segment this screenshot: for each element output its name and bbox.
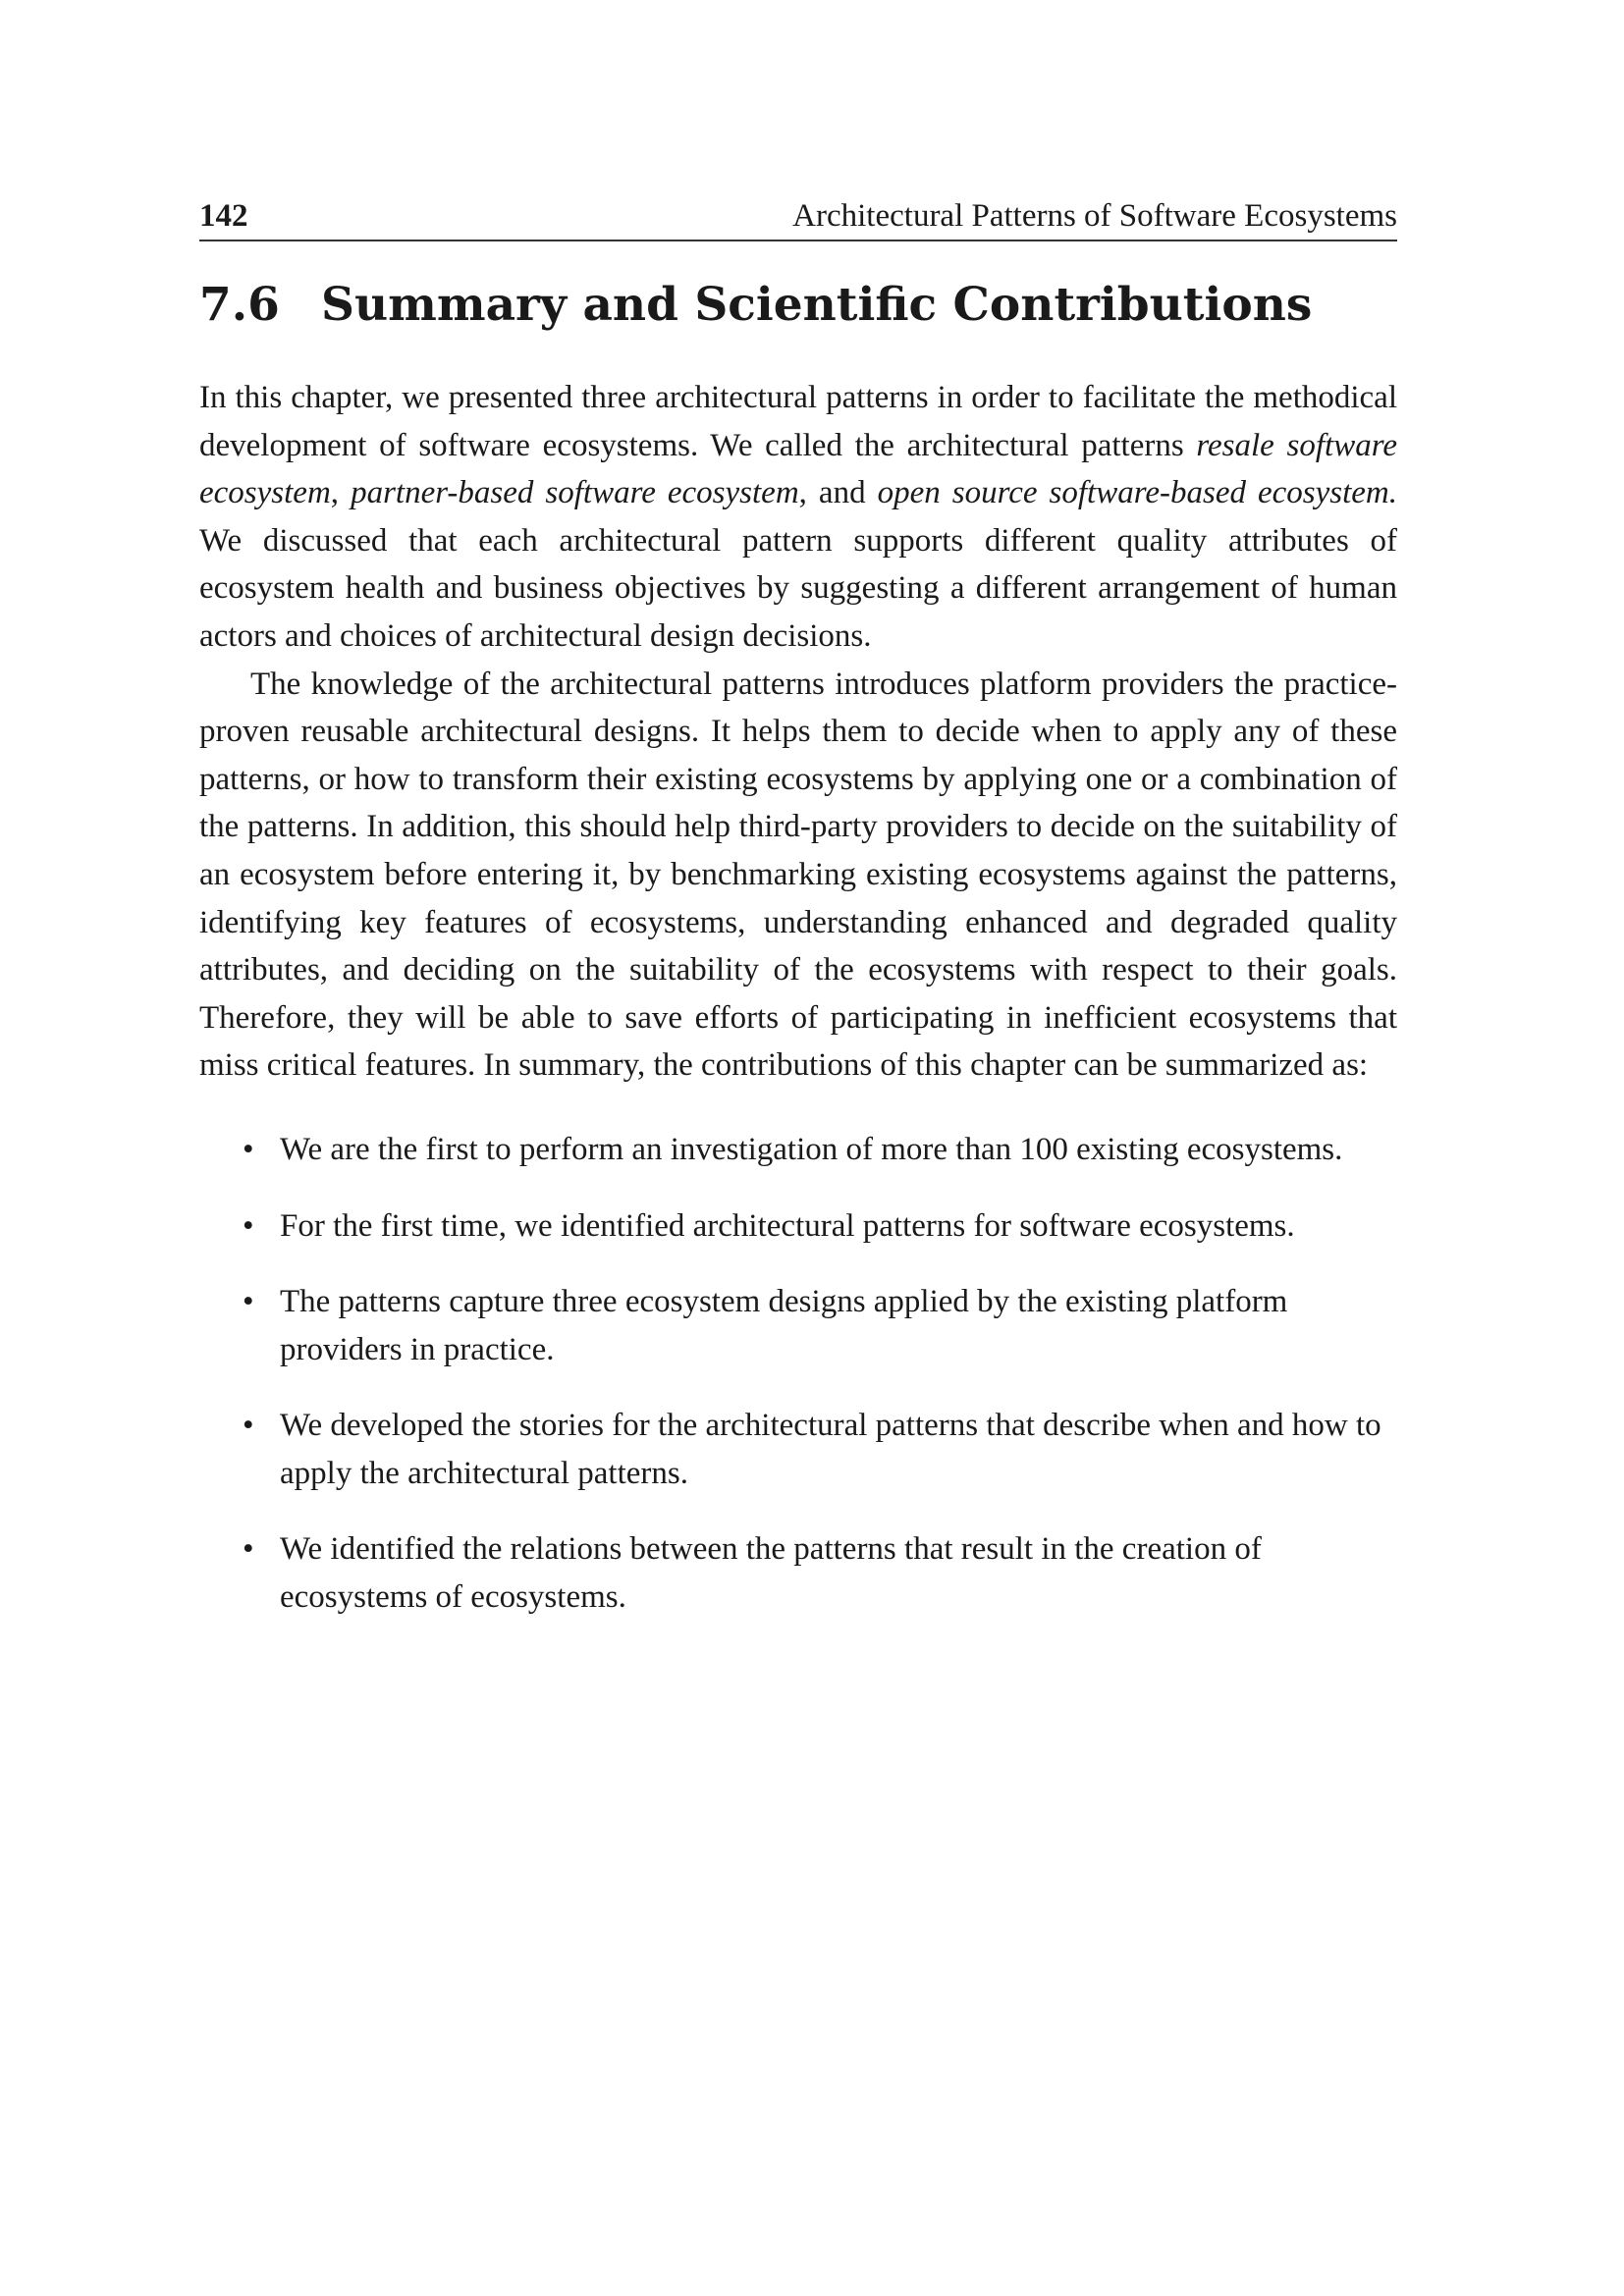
section-heading [199, 278, 1312, 332]
bullet-icon: • [243, 1284, 254, 1320]
page-number: 142 [199, 198, 248, 234]
running-head [199, 196, 1397, 241]
separator-1: , [330, 475, 352, 511]
bullet-icon: • [243, 1207, 254, 1244]
paragraph-1-part-1: In this chapter, we presented three architectural patterns in order to facilitate the methodical development of software ecosystems. We called the architectural patterns [199, 380, 1397, 463]
bullet-icon: • [243, 1131, 254, 1167]
section-title: Summary and Scientific Contributions [321, 278, 1313, 332]
pattern-name-partner: partner-based software ecosystem [351, 475, 799, 511]
separator-2: , and [798, 475, 878, 511]
section-number: 7.6 [199, 278, 280, 332]
bullet-icon: • [243, 1408, 254, 1444]
body-text [199, 374, 1397, 1650]
paragraph-1 [199, 374, 1397, 661]
paragraph-1-part-2: We discussed that each architectural pattern supports different quality attributes of ecosystem health and business objectives by suggesting a different arrangement of human actors and choices of architectural design decisions. [199, 522, 1397, 654]
list-item-text: For the first time, we identified architectural patterns for software ecosystems. [280, 1207, 1295, 1244]
list-item-text: We identified the relations between the patterns that result in the creation of ecosystems of ecosystems. [280, 1531, 1262, 1616]
list-item-text: The patterns capture three ecosystem designs applied by the existing platform providers in practice. [280, 1284, 1288, 1367]
list-item [199, 1202, 1397, 1251]
pattern-name-resale: resale software ecosystem [199, 427, 1397, 511]
list-item-text: We developed the stories for the architectural patterns that describe when and how to apply the architectural patterns. [280, 1408, 1381, 1491]
contributions-list [199, 1126, 1397, 1622]
paragraph-2: The knowledge of the architectural patterns introduces platform providers the practice-proven reusable architectural designs. It helps them to decide when to apply any of these patterns, or how to transform their existing ecosystems by applying one or a combination of the patterns. In addition, this should help third-party providers to decide on the suitability of an ecosystem before entering it, by benchmarking existing ecosystems against the patterns, identifying key features of ecosystems, understanding enhanced and degraded quality attributes, and deciding on the suitability of the ecosystems with respect to their goals. Therefore, they will be able to save efforts of participating in inefficient ecosystems that miss critical features. In summary, the contributions of this chapter can be summarized as: [199, 666, 1397, 1084]
list-item [199, 1278, 1397, 1373]
list-item [199, 1525, 1397, 1621]
bullet-icon: • [243, 1531, 254, 1568]
running-title: Architectural Patterns of Software Ecosystems [792, 198, 1397, 234]
list-item [199, 1126, 1397, 1174]
list-item-text: We are the first to perform an investigation of more than 100 existing ecosystems. [280, 1131, 1343, 1167]
pattern-name-open-source: open source software-based ecosystem. [877, 475, 1398, 511]
list-item [199, 1402, 1397, 1497]
